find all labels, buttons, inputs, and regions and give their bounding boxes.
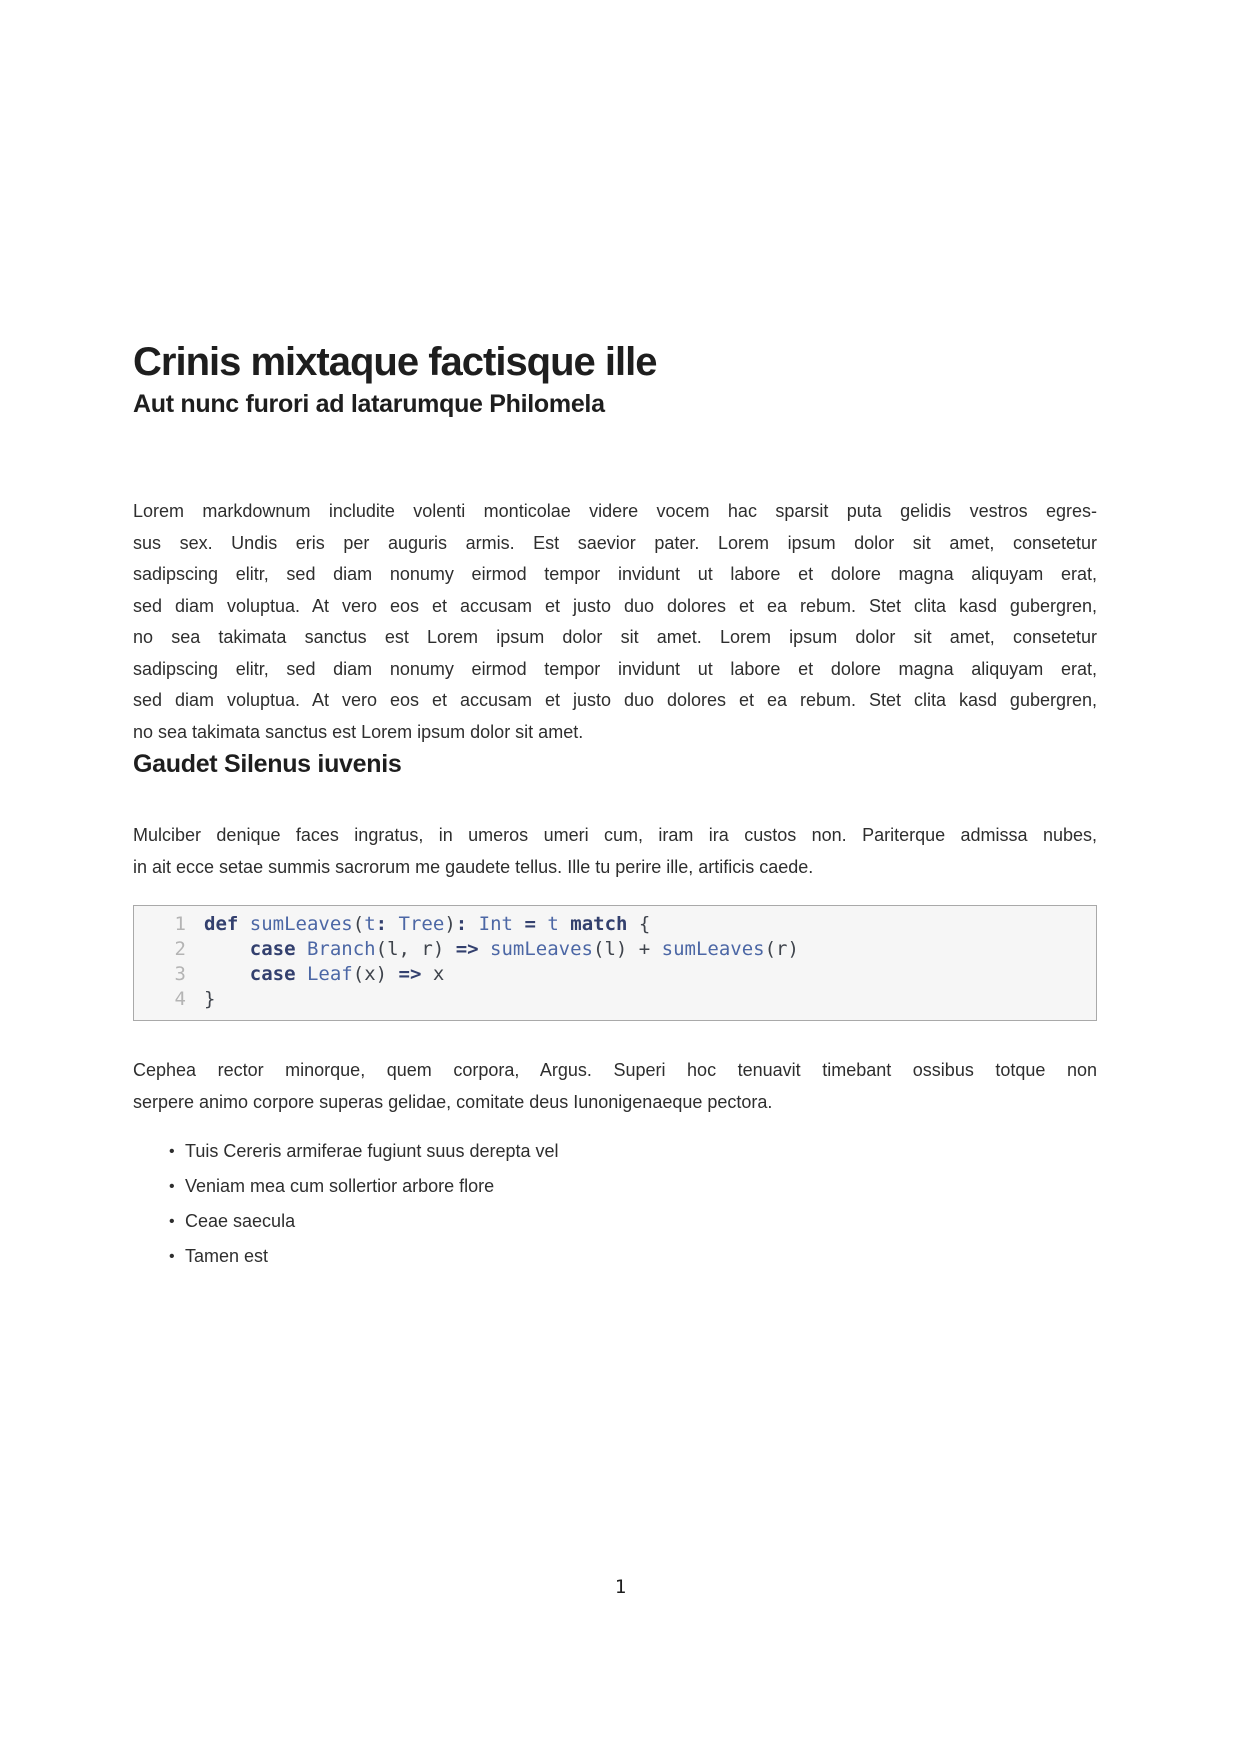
text-line: Cephea rector minorque, quem corpora, Argus. Superi hoc tenuavit timebant ossibus totque non	[133, 1060, 1097, 1080]
code-token	[204, 938, 250, 960]
code-token	[238, 913, 249, 935]
code-token: Branch	[306, 938, 376, 960]
code-line	[134, 962, 1096, 987]
code-token: }	[204, 988, 216, 1010]
code-token	[296, 963, 307, 985]
code-token	[559, 913, 570, 935]
code-token: sumLeaves	[249, 913, 353, 935]
code-token: {	[627, 913, 651, 935]
list-item-text: Tamen est	[185, 1246, 269, 1266]
paragraph-3	[133, 1055, 1097, 1118]
code-token: =>	[398, 963, 422, 985]
page-number: 1	[614, 1576, 627, 1598]
code-token: t	[547, 913, 559, 935]
code-token: def	[204, 913, 239, 935]
text-line: sed diam voluptua. At vero eos et accusam et justo duo dolores et ea rebum. Stet clita kasd gubergren,	[133, 595, 1097, 616]
text-line: Lorem markdownum includite volenti monticolae videre vocem hac sparsit puta gelidis vestros egres-	[133, 501, 1097, 521]
code-block	[133, 905, 1097, 1021]
text-line: no sea takimata sanctus est Lorem ipsum dolor sit amet. Lorem ipsum dolor sit amet, consetetur	[133, 627, 1097, 647]
list-item-text: Tuis Cereris armiferae fugiunt suus derepta vel	[185, 1141, 559, 1161]
code-text	[204, 987, 215, 1012]
code-token	[204, 963, 250, 985]
code-token: x	[421, 963, 445, 985]
bullet-icon: •	[169, 1248, 175, 1265]
text-line: sus sex. Undis eris per auguris armis. Est saevior pater. Lorem ipsum dolor sit amet, consetetur	[133, 532, 1097, 553]
code-token: (l) +	[593, 938, 662, 960]
section-heading-1: Aut nunc furori ad latarumque Philomela	[133, 390, 605, 418]
code-token	[513, 913, 524, 935]
code-token	[479, 938, 490, 960]
list-item-text: Veniam mea cum sollertior arbore flore	[185, 1176, 495, 1196]
code-token: (x)	[352, 963, 399, 985]
code-token: Int	[478, 913, 513, 935]
code-line	[134, 912, 1096, 937]
list-item-text: Ceae saecula	[185, 1211, 296, 1231]
code-token: (	[352, 913, 365, 935]
code-token: match	[570, 913, 628, 935]
code-text	[204, 962, 444, 987]
code-token: case	[249, 938, 296, 960]
text-line: in ait ecce setae summis sacrorum me gaudete tellus. Ille tu perire ille, artificis caede.	[133, 856, 814, 877]
bullet-icon: •	[169, 1143, 175, 1160]
line-number: 4	[174, 988, 186, 1010]
code-line	[134, 937, 1096, 962]
code-token: :	[455, 913, 468, 935]
code-token: :	[375, 913, 388, 935]
code-token: Leaf	[306, 963, 353, 985]
code-line	[134, 987, 1096, 1012]
list-item	[133, 1239, 1097, 1274]
code-token: sumLeaves	[661, 938, 765, 960]
bullet-icon: •	[169, 1213, 175, 1230]
bullet-icon: •	[169, 1178, 175, 1195]
text-line: sadipscing elitr, sed diam nonumy eirmod tempor invidunt ut labore et dolore magna aliquyam erat,	[133, 658, 1097, 679]
list-item	[133, 1134, 1097, 1169]
code-token: )	[444, 913, 456, 935]
code-text	[204, 912, 650, 937]
text-line: Mulciber denique faces ingratus, in umeros umeri cum, iram ira custos non. Pariterque admissa nubes,	[133, 825, 1097, 845]
text-line: sed diam voluptua. At vero eos et accusam et justo duo dolores et ea rebum. Stet clita kasd gubergren,	[133, 690, 1097, 710]
text-line: no sea takimata sanctus est Lorem ipsum dolor sit amet.	[133, 721, 584, 742]
code-text	[204, 937, 799, 962]
bullet-list	[133, 1134, 1097, 1274]
code-token	[387, 913, 398, 935]
code-token: (l, r)	[375, 938, 456, 960]
line-number: 1	[174, 913, 186, 935]
paragraph-2	[133, 820, 1097, 883]
text-line: serpere animo corpore superas gelidae, comitate deus Iunonigenaeque pectora.	[133, 1091, 773, 1112]
code-token	[296, 938, 307, 960]
line-number: 3	[174, 963, 186, 985]
code-token: (r)	[764, 938, 799, 960]
section-heading-2: Gaudet Silenus iuvenis	[133, 750, 402, 778]
code-token: t	[364, 913, 376, 935]
line-number: 2	[174, 938, 186, 960]
paragraph-1	[133, 496, 1097, 748]
code-token: =	[524, 913, 536, 935]
code-token	[467, 913, 478, 935]
list-item	[133, 1169, 1097, 1204]
code-token	[536, 913, 547, 935]
list-item	[133, 1204, 1097, 1239]
code-token: sumLeaves	[490, 938, 593, 960]
text-line: sadipscing elitr, sed diam nonumy eirmod tempor invidunt ut labore et dolore magna aliquyam erat,	[133, 564, 1097, 584]
code-token: Tree	[398, 913, 445, 935]
code-token: case	[249, 963, 296, 985]
code-token: =>	[455, 938, 479, 960]
page-title: Crinis mixtaque factisque ille	[133, 340, 657, 384]
